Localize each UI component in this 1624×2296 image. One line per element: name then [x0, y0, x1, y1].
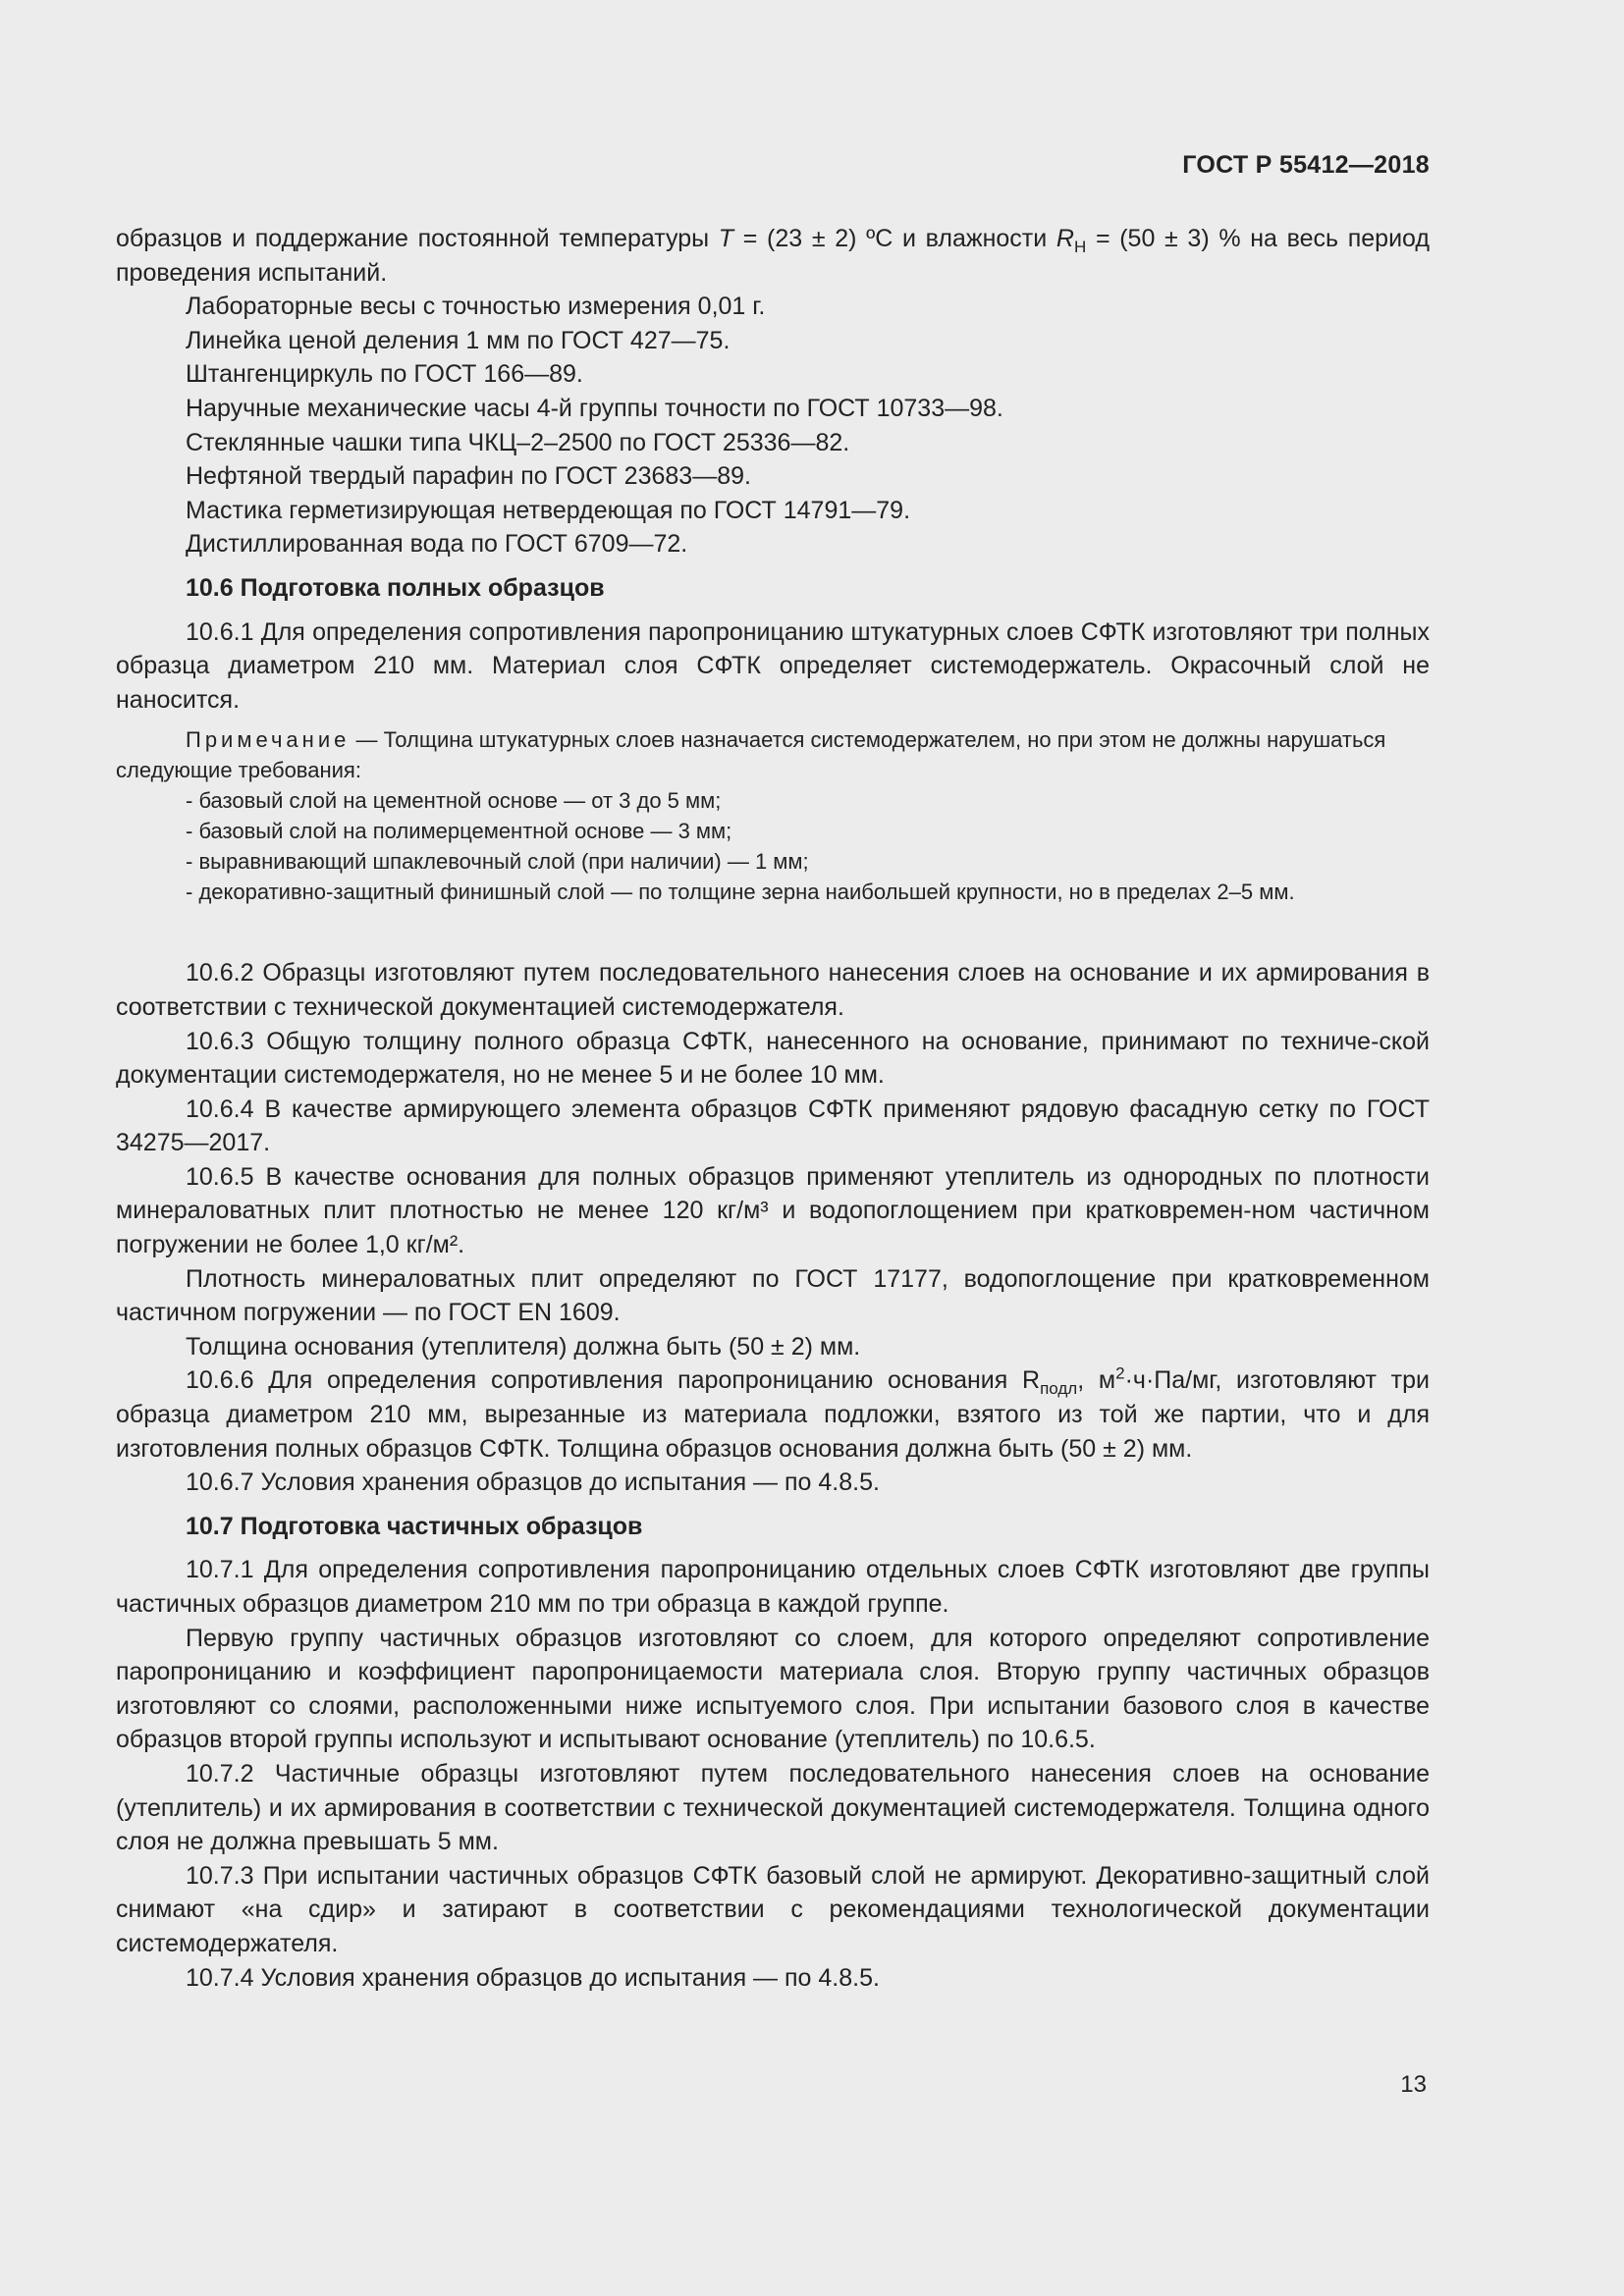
spacer [116, 907, 1430, 956]
unit-superscript: 2 [1115, 1364, 1125, 1384]
paragraph-10-6-1: 10.6.1 Для определения сопротивления паропроницанию штукатурных слоев СФТК изготовляют три полных образца диаметром 210 мм. Материал слоя СФТК определяет системодержатель. Окрасочный слой не наносится. [116, 617, 1430, 714]
note-text: — Толщина штукатурных слоев назначается системодержателем, но при этом не должны нарушаться следующие требования: [116, 727, 1386, 783]
paragraph-10-7-4: 10.7.4 Условия хранения образцов до испытания — по 4.8.5. [186, 1963, 880, 1992]
equipment-item: Штангенциркуль по ГОСТ 166—89. [186, 360, 583, 389]
paragraph-10-7-1: 10.7.1 Для определения сопротивления паропроницанию отдельных слоев СФТК изготовляют две группы частичных образцов диаметром 210 мм по три образца в каждой группе. [116, 1556, 1430, 1618]
equipment-item: Стеклянные чашки типа ЧКЦ–2–2500 по ГОСТ 25336—82. [186, 428, 850, 456]
paragraph-10-6-6-text-c: ·ч·Па/мг, изготовляют три образца диаметром 210 мм, вырезанные из материала подложки, взятого из той же партии, что и для изготовления полных образцов СФТК. Толщина образцов основания должна быть (50 ± 2) мм. [116, 1366, 1431, 1463]
equipment-item: Наручные механические часы 4-й группы точности по ГОСТ 10733—98. [186, 394, 1003, 422]
equipment-list [116, 290, 1430, 561]
equipment-item: Линейка ценой деления 1 мм по ГОСТ 427—75. [186, 326, 731, 354]
document-body [116, 222, 1430, 1995]
intro-text-a: образцов и поддержание постоянной температуры [116, 225, 710, 252]
paragraph-10-6-7: 10.6.7 Условия хранения образцов до испытания — по 4.8.5. [186, 1468, 880, 1497]
paragraph-10-6-3: 10.6.3 Общую толщину полного образца СФТК, нанесенного на основание, принимают по техниче-ской документации системодержателя, но не менее 5 и не более 10 мм. [116, 1027, 1430, 1090]
standard-code-header: ГОСТ Р 55412—2018 [1182, 151, 1430, 179]
resistance-subscript: подл [1040, 1379, 1078, 1399]
note-paragraph [116, 724, 1430, 785]
paragraph-10-6-2: 10.6.2 Образцы изготовляют путем последовательного нанесения слоев на основание и их армирования в соответствии с технической документацией системодержателя. [116, 959, 1430, 1021]
note-item: - декоративно-защитный финишный слой — по толщине зерна наибольшей крупности, но в пределах 2–5 мм. [186, 880, 1295, 905]
intro-text-b: = (23 ± 2) ºС и влажности [742, 225, 1048, 252]
paragraph-10-6-5-density: Плотность минераловатных плит определяют по ГОСТ 17177, водопоглощение при кратковременном частичном погружении — по ГОСТ EN 1609. [116, 1264, 1430, 1327]
note-item: - базовый слой на цементной основе — от 3 до 5 мм; [186, 788, 722, 814]
paragraph-10-6-4: 10.6.4 В качестве армирующего элемента образцов СФТК применяют рядовую фасадную сетку по ГОСТ 34275—2017. [116, 1095, 1430, 1157]
intro-text-c: = (50 ± 3) % на весь период проведения испытаний. [116, 225, 1430, 287]
document-page [116, 0, 1430, 2296]
note-label: Примечание [186, 727, 351, 753]
paragraph-10-7-1-groups: Первую группу частичных образцов изготовляют со слоем, для которого определяют сопротивление паропроницанию и коэффициент паропроницаемости материала слоя. Вторую группу частичных образцов изготовляют со слоями, расположенными ниже испытуемого слоя. При испытании базового слоя в качестве образцов второй группы используют и испытывают основание (утеплитель) по 10.6.5. [116, 1624, 1430, 1754]
section-heading-10-6: 10.6 Подготовка полных образцов [186, 573, 605, 602]
paragraph-10-6-6 [116, 1363, 1430, 1466]
paragraph-10-6-5: 10.6.5 В качестве основания для полных образцов применяют утеплитель из однородных по плотности минераловатных плит плотностью не менее 120 кг/м³ и водопоглощением при кратковремен-ном частичном погружении не более 1,0 кг/м². [116, 1162, 1430, 1259]
equipment-item: Лабораторные весы с точностью измерения 0,01 г. [186, 293, 766, 321]
equipment-item: Дистиллированная вода по ГОСТ 6709—72. [186, 530, 688, 559]
paragraph-10-7-3: 10.7.3 При испытании частичных образцов СФТК базовый слой не армируют. Декоративно-защитный слой снимают «на сдир» и затирают в соответствии с рекомендациями технологической документации системодержателя. [116, 1861, 1430, 1957]
note-block [116, 724, 1430, 907]
intro-paragraph [116, 222, 1430, 290]
page-number: 13 [1400, 2071, 1427, 2098]
humidity-subscript: H [1073, 238, 1087, 256]
note-item: - базовый слой на полимерцементной основе — 3 мм; [186, 819, 732, 844]
paragraph-10-6-5-thickness: Толщина основания (утеплителя) должна быть (50 ± 2) мм. [186, 1332, 861, 1361]
temperature-symbol: T [718, 225, 734, 252]
equipment-item: Мастика герметизирующая нетвердеющая по ГОСТ 14791—79. [186, 496, 911, 524]
paragraph-10-6-6-text-a: 10.6.6 Для определения сопротивления паропроницанию основания R [186, 1366, 1041, 1395]
humidity-symbol: R [1056, 225, 1074, 252]
equipment-item: Нефтяной твердый парафин по ГОСТ 23683—89. [186, 462, 751, 491]
section-heading-10-7: 10.7 Подготовка частичных образцов [186, 1512, 643, 1540]
paragraph-10-6-6-text-b: , м [1077, 1366, 1116, 1395]
paragraph-10-7-2: 10.7.2 Частичные образцы изготовляют путем последовательного нанесения слоев на основание (утеплитель) и их армирования в соответствии с технической документацией системодержателя. Толщина одного слоя не должна превышать 5 мм. [116, 1759, 1430, 1856]
note-item: - выравнивающий шпаклевочный слой (при наличии) — 1 мм; [186, 849, 809, 875]
